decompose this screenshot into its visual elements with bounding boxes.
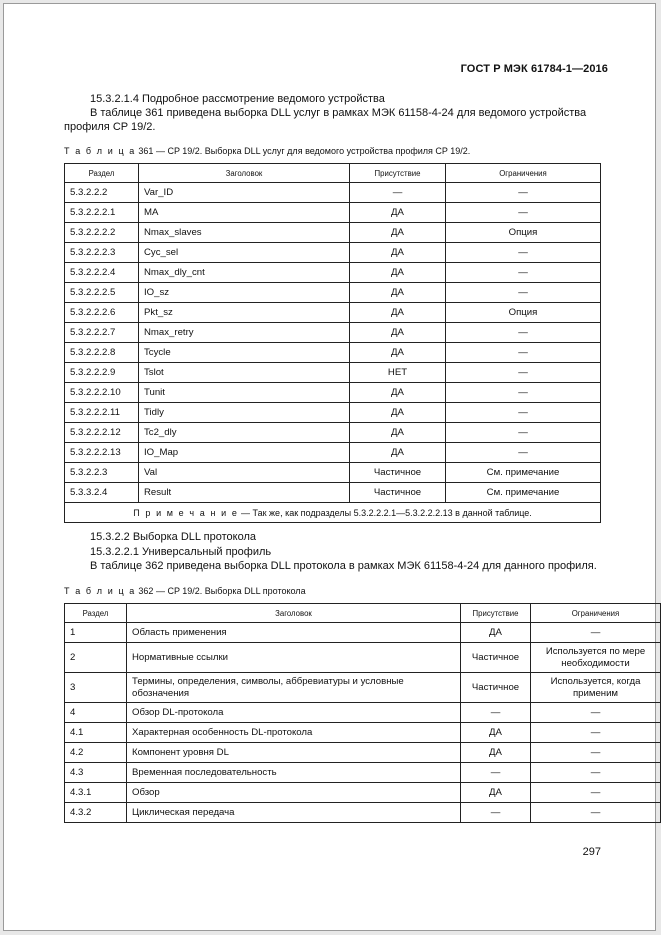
table-361-note-label: П р и м е ч а н и е	[133, 507, 239, 518]
table-cell: 3	[65, 673, 127, 703]
table-cell: См. примечание	[446, 463, 601, 483]
table-cell: ДА	[461, 623, 531, 643]
table-362-header-cell: Раздел	[65, 604, 127, 623]
table-cell: Опция	[446, 223, 601, 243]
table-cell: 4.1	[65, 723, 127, 743]
table-cell: ДА	[350, 283, 446, 303]
table-362-header-cell: Ограничения	[531, 604, 661, 623]
table-cell: 5.3.2.2.2.3	[65, 243, 139, 263]
table-cell: Tidly	[139, 403, 350, 423]
table-cell: 1	[65, 623, 127, 643]
table-row	[65, 383, 601, 403]
table-cell: Циклическая передача	[127, 803, 461, 823]
table-cell: 5.3.2.2.2.6	[65, 303, 139, 323]
table-cell: 4.3	[65, 763, 127, 783]
table-cell: —	[531, 703, 661, 723]
table-362-header-cell: Заголовок	[127, 604, 461, 623]
table-cell: Var_ID	[139, 183, 350, 203]
table-cell: 4	[65, 703, 127, 723]
table-row	[65, 673, 661, 703]
table-cell: ДА	[350, 223, 446, 243]
table-cell: Временная последовательность	[127, 763, 461, 783]
table-row	[65, 363, 601, 383]
intro-line-1: В таблице 361 приведена выборка DLL услуг в рамках МЭК 61158-4-24 для ведомого устройства	[90, 107, 587, 119]
table-cell: —	[461, 803, 531, 823]
table-361	[64, 163, 601, 523]
table-row	[65, 743, 661, 763]
table-cell: Нормативные ссылки	[127, 643, 461, 673]
table-cell: 5.3.2.2.3	[65, 463, 139, 483]
table-cell: ДА	[350, 403, 446, 423]
table-cell: 5.3.2.2.2.1	[65, 203, 139, 223]
table-cell: —	[531, 623, 661, 643]
table-cell: ДА	[350, 443, 446, 463]
table-row	[65, 343, 601, 363]
table-362-body	[65, 623, 661, 823]
table-cell: ДА	[350, 423, 446, 443]
table-362-caption	[64, 586, 306, 596]
table-cell: —	[531, 743, 661, 763]
table-361-caption-text: 361 — CP 19/2. Выборка DLL услуг для ведомого устройства профиля CP 19/2.	[138, 146, 471, 156]
section-2-intro-line: В таблице 362 приведена выборка DLL протокола в рамках МЭК 61158-4-24 для данного профиля.	[90, 560, 597, 572]
table-cell: IO_sz	[139, 283, 350, 303]
table-361-header-cell: Заголовок	[139, 164, 350, 183]
table-cell: —	[446, 323, 601, 343]
table-cell: 5.3.2.2.2.13	[65, 443, 139, 463]
table-cell: Характерная особенность DL-протокола	[127, 723, 461, 743]
table-cell: —	[446, 263, 601, 283]
table-cell: Частичное	[461, 643, 531, 673]
table-362	[64, 603, 661, 823]
table-cell: Val	[139, 463, 350, 483]
table-361-header-cell: Присутствие	[350, 164, 446, 183]
table-cell: ДА	[350, 243, 446, 263]
table-cell: ДА	[350, 343, 446, 363]
table-row	[65, 643, 661, 673]
table-361-header-row	[65, 164, 601, 183]
table-cell: —	[446, 443, 601, 463]
table-361-caption-label: Т а б л и ц а	[64, 146, 136, 156]
table-cell: ДА	[461, 783, 531, 803]
table-cell: Cyc_sel	[139, 243, 350, 263]
table-cell: Область применения	[127, 623, 461, 643]
table-cell: 5.3.2.2.2.5	[65, 283, 139, 303]
page-number: 297	[582, 846, 601, 858]
table-row	[65, 763, 661, 783]
table-cell: 5.3.2.2.2.4	[65, 263, 139, 283]
table-cell: —	[461, 703, 531, 723]
table-361-note	[65, 503, 601, 523]
table-362-caption-text: 362 — CP 19/2. Выборка DLL протокола	[138, 586, 306, 596]
table-cell: ДА	[350, 263, 446, 283]
table-cell: ДА	[350, 383, 446, 403]
table-row	[65, 463, 601, 483]
table-row	[65, 443, 601, 463]
table-cell: Tslot	[139, 363, 350, 383]
table-cell: 2	[65, 643, 127, 673]
table-cell: 4.3.1	[65, 783, 127, 803]
table-cell: 5.3.2.2.2.2	[65, 223, 139, 243]
table-row	[65, 403, 601, 423]
table-cell: 5.3.2.2.2.11	[65, 403, 139, 423]
table-cell: Используется, когда применим	[531, 673, 661, 703]
table-cell: ДА	[461, 743, 531, 763]
table-cell: 5.3.3.2.4	[65, 483, 139, 503]
table-cell: —	[446, 403, 601, 423]
table-362-caption-label: Т а б л и ц а	[64, 586, 136, 596]
table-cell: Pkt_sz	[139, 303, 350, 323]
table-cell: Термины, определения, символы, аббревиатуры и условные обозначения	[127, 673, 461, 703]
table-cell: 4.3.2	[65, 803, 127, 823]
table-cell: —	[461, 763, 531, 783]
table-row	[65, 723, 661, 743]
table-row	[65, 623, 661, 643]
table-cell: Частичное	[350, 483, 446, 503]
table-cell: ДА	[461, 723, 531, 743]
table-cell: 4.2	[65, 743, 127, 763]
table-cell: 5.3.2.2.2	[65, 183, 139, 203]
table-361-caption	[64, 146, 470, 156]
table-cell: —	[350, 183, 446, 203]
table-cell: НЕТ	[350, 363, 446, 383]
table-cell: —	[531, 763, 661, 783]
table-cell: 5.3.2.2.2.12	[65, 423, 139, 443]
table-row	[65, 423, 601, 443]
table-362-header-row	[65, 604, 661, 623]
intro-line-2: профиля CP 19/2.	[64, 121, 156, 133]
table-cell: См. примечание	[446, 483, 601, 503]
table-row	[65, 703, 661, 723]
table-row	[65, 803, 661, 823]
table-cell: —	[446, 363, 601, 383]
table-cell: —	[446, 183, 601, 203]
table-cell: 5.3.2.2.2.10	[65, 383, 139, 403]
table-cell: Tc2_dly	[139, 423, 350, 443]
table-cell: IO_Map	[139, 443, 350, 463]
table-cell: —	[531, 803, 661, 823]
table-cell: Компонент уровня DL	[127, 743, 461, 763]
table-cell: —	[446, 203, 601, 223]
table-cell: Tunit	[139, 383, 350, 403]
table-361-note-row	[65, 503, 601, 523]
table-cell: Обзор	[127, 783, 461, 803]
table-cell: —	[446, 423, 601, 443]
table-cell: Обзор DL-протокола	[127, 703, 461, 723]
table-cell: Частичное	[350, 463, 446, 483]
table-cell: ДА	[350, 303, 446, 323]
table-361-note-text: — Так же, как подразделы 5.3.2.2.2.1—5.3.2.2.2.13 в данной таблице.	[241, 507, 532, 518]
table-row	[65, 483, 601, 503]
section-heading-universal-profile: 15.3.2.2.1 Универсальный профиль	[90, 546, 272, 558]
standard-header: ГОСТ Р МЭК 61784-1—2016	[460, 63, 608, 75]
table-cell: 5.3.2.2.2.9	[65, 363, 139, 383]
table-cell: Nmax_dly_cnt	[139, 263, 350, 283]
table-cell: —	[446, 343, 601, 363]
table-362-header-cell: Присутствие	[461, 604, 531, 623]
section-heading-slave: 15.3.2.1.4 Подробное рассмотрение ведомого устройства	[90, 93, 385, 105]
table-361-body	[65, 183, 601, 503]
table-cell: Используется по мере необходимости	[531, 643, 661, 673]
table-row	[65, 223, 601, 243]
section-heading-dll-protocol: 15.3.2.2 Выборка DLL протокола	[90, 531, 256, 543]
table-cell: Nmax_retry	[139, 323, 350, 343]
table-row	[65, 243, 601, 263]
table-row	[65, 783, 661, 803]
table-cell: Result	[139, 483, 350, 503]
table-cell: —	[446, 383, 601, 403]
table-cell: MA	[139, 203, 350, 223]
table-cell: —	[446, 283, 601, 303]
table-cell: ДА	[350, 323, 446, 343]
table-row	[65, 183, 601, 203]
table-361-header-cell: Раздел	[65, 164, 139, 183]
table-cell: 5.3.2.2.2.7	[65, 323, 139, 343]
table-cell: ДА	[350, 203, 446, 223]
table-cell: Опция	[446, 303, 601, 323]
table-cell: Tcycle	[139, 343, 350, 363]
table-cell: —	[531, 783, 661, 803]
table-361-header-cell: Ограничения	[446, 164, 601, 183]
table-row	[65, 283, 601, 303]
table-row	[65, 203, 601, 223]
table-cell: —	[531, 723, 661, 743]
table-cell: Nmax_slaves	[139, 223, 350, 243]
table-cell: 5.3.2.2.2.8	[65, 343, 139, 363]
table-row	[65, 303, 601, 323]
table-cell: Частичное	[461, 673, 531, 703]
table-row	[65, 323, 601, 343]
table-cell: —	[446, 243, 601, 263]
table-row	[65, 263, 601, 283]
